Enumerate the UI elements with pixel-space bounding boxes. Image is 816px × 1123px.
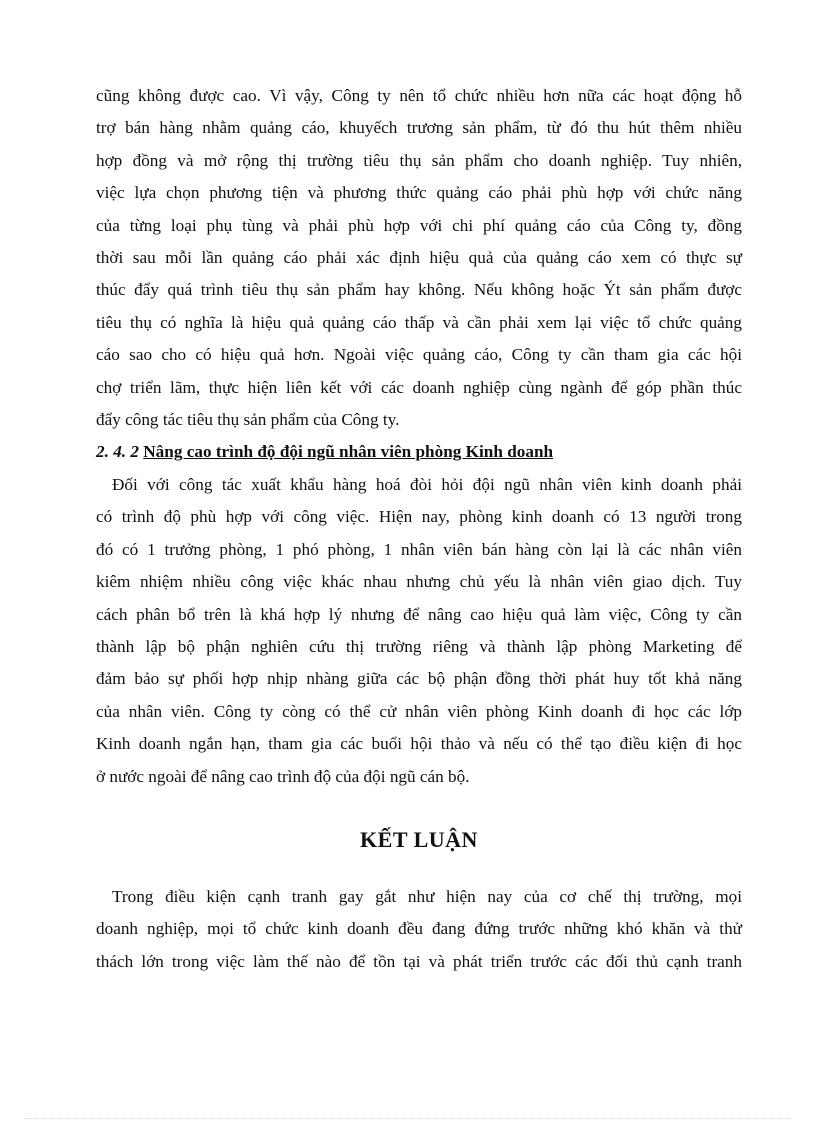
text-line: doanh nghiệp, mọi tổ chức kinh doanh đều đang đứng trước những khó khăn và thử [96, 919, 742, 939]
paragraph-staff [96, 469, 742, 793]
text-line: việc lựa chọn phương tiện và phương thức quảng cáo phải phù hợp với chức năng [96, 183, 742, 203]
text-line: của từng loại phụ tùng và phải phù hợp với chi phí quảng cáo của Công ty, đồng [96, 215, 742, 235]
text-line: thành lập bộ phận nghiên cứu thị trường riêng và thành lập phòng Marketing để [96, 636, 742, 656]
text-line: cũng không được cao. Vì vậy, Công ty nên tổ chức nhiều hơn nữa các hoạt động hỗ [96, 86, 742, 105]
text-line: Đối với công tác xuất khẩu hàng hoá đòi hỏi đội ngũ nhân viên kinh doanh phải [112, 474, 742, 494]
text-line: cáo sao cho có hiệu quả hơn. Ngoài việc quảng cáo, Công ty cần tham gia các hội [96, 345, 742, 365]
conclusion-title: KẾT LUẬN [360, 826, 478, 852]
text-line: Kinh doanh ngắn hạn, tham gia các buổi hội thảo và nếu có thể tạo điều kiện đi học [96, 734, 742, 754]
text-line: chợ triển lãm, thực hiện liên kết với các doanh nghiệp cùng ngành để góp phần thúc [96, 377, 742, 397]
text-line: đảm bảo sự phối hợp nhịp nhàng giữa các bộ phận đồng thời phát huy tốt khả năng [96, 669, 742, 689]
text-line: thách lớn trong việc làm thế nào để tồn tại và phát triển trước các đối thủ cạnh tranh [96, 951, 742, 971]
text-line: đẩy công tác tiêu thụ sản phẩm của Công ty. [96, 410, 400, 430]
text-line: có trình độ phù hợp với công việc. Hiện nay, phòng kinh doanh có 13 người trong [96, 507, 742, 527]
section-heading [96, 436, 742, 468]
text-line: tiêu thụ có nghĩa là hiệu quả quảng cáo thấp và cần phải xem lại việc tổ chức quảng [96, 312, 742, 332]
text-line: kiêm nhiệm nhiều công việc khác nhau nhưng chủ yếu là nhân viên giao dịch. Tuy [96, 572, 742, 592]
text-line: trợ bán hàng nhằm quảng cáo, khuyếch trương sản phẩm, từ đó thu hút thêm nhiều [96, 118, 742, 138]
text-line: hợp đồng và mở rộng thị trường tiêu thụ sản phẩm cho doanh nghiệp. Tuy nhiên, [96, 150, 742, 170]
document-page [96, 80, 742, 978]
text-line: cách phân bổ trên là khá hợp lý nhưng để nâng cao hiệu quả làm việc, Công ty cần [96, 604, 742, 624]
paragraph-advertising [96, 80, 742, 436]
text-line: đó có 1 trưởng phòng, 1 phó phòng, 1 nhân viên bán hàng còn lại là các nhân viên [96, 539, 742, 559]
section-number: 2. 4. 2 [96, 442, 139, 462]
paragraph-conclusion [96, 881, 742, 978]
text-line: Trong điều kiện cạnh tranh gay gắt như hiện nay của cơ chế thị trường, mọi [112, 886, 742, 906]
text-line: thúc đẩy quá trình tiêu thụ sản phẩm hay không. Nếu không hoặc Ýt sản phẩm được [96, 280, 742, 300]
section-title: Nâng cao trình độ đội ngũ nhân viên phòng Kinh doanh [143, 442, 554, 462]
text-line: thời sau mỗi lần quảng cáo phải xác định hiệu quả của quảng cáo xem có thực sự [96, 248, 742, 268]
text-line: của nhân viên. Công ty còng có thể cử nhân viên phòng Kinh doanh đi học các lớp [96, 701, 742, 721]
text-line: ở nước ngoài để nâng cao trình độ của đội ngũ cán bộ. [96, 766, 470, 786]
page-bottom-divider [24, 1118, 792, 1119]
